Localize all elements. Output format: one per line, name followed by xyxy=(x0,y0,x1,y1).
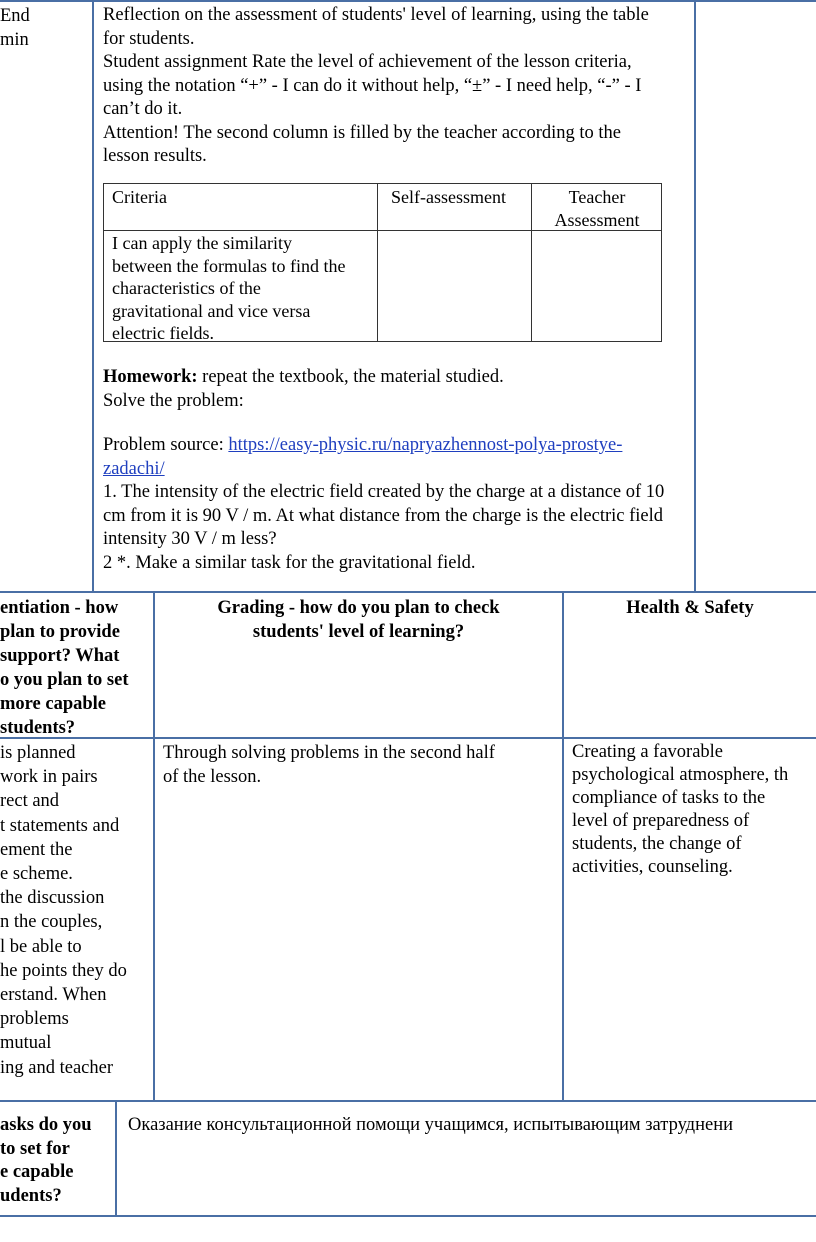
criteria-table-right xyxy=(661,183,662,342)
differentiation-header-line: students? xyxy=(0,718,76,738)
bottom-border xyxy=(0,1215,816,1217)
grading-header-line: Grading - how do you plan to check xyxy=(217,598,500,618)
task-line: 2 *. Make a similar task for the gravitational field. xyxy=(103,552,476,573)
col-divider-5 xyxy=(115,1100,117,1217)
reflection-line: Attention! The second column is filled by the teacher according to the xyxy=(103,122,622,143)
differentiation-header-line: more capable xyxy=(0,694,107,714)
task-line: 1. The intensity of the electric field created by the charge at a distance of 10 xyxy=(103,482,665,502)
homework-line xyxy=(103,366,504,390)
problem-source-link-cont[interactable]: zadachi/ xyxy=(103,458,165,479)
differentiation-line: erstand. When xyxy=(0,985,107,1006)
problem-source-section xyxy=(103,434,664,575)
grading-header xyxy=(155,596,562,644)
differentiation-line: n the couples, xyxy=(0,912,103,933)
top-left-line-1: End xyxy=(0,6,30,26)
differentiation-line: the discussion xyxy=(0,888,105,909)
problem-source-link-cont-line xyxy=(103,458,664,482)
top-left-line-2: min xyxy=(0,29,29,50)
reflection-line: using the notation “+” - I can do it without help, “±” - I need help, “-” - I xyxy=(103,75,642,96)
differentiation-body xyxy=(0,741,127,1080)
col-divider-3 xyxy=(153,591,155,1101)
criteria-table-top xyxy=(103,183,662,184)
top-left-cell xyxy=(0,5,30,52)
differentiation-line: problems xyxy=(0,1009,69,1030)
criteria-row-line: gravitational and vice versa xyxy=(112,300,311,321)
homework-label: Homework: xyxy=(103,367,198,387)
criteria-row-line: I can apply the similarity xyxy=(112,233,292,253)
problem-source-label: Problem source: xyxy=(103,435,229,455)
criteria-table xyxy=(103,183,662,342)
homework-section xyxy=(103,366,504,413)
differentiation-header xyxy=(0,596,129,740)
task-line: cm from it is 90 V / m. At what distance from the charge is the electric field xyxy=(103,505,663,526)
criteria-row-line: between the formulas to find the xyxy=(112,255,346,276)
differentiation-line: l be able to xyxy=(0,936,82,957)
teacher-header-line-2: Assessment xyxy=(554,209,640,230)
grading-line: Through solving problems in the second half xyxy=(163,743,495,763)
task-line: intensity 30 V / m less? xyxy=(103,529,277,549)
health-safety-body xyxy=(572,741,788,879)
criteria-table-col-2 xyxy=(531,183,532,342)
grading-body xyxy=(163,741,495,789)
grading-line: of the lesson. xyxy=(163,767,262,787)
differentiation-line: mutual xyxy=(0,1033,52,1054)
reflection-line: Reflection on the assessment of students' level of learning, using the table xyxy=(103,5,649,25)
grading-header-line: students' level of learning? xyxy=(252,622,465,642)
criteria-header: Criteria xyxy=(112,187,167,207)
tasks-header-line: asks do you xyxy=(0,1115,92,1135)
differentiation-header-line: o you plan to set xyxy=(0,670,129,690)
differentiation-line: he points they do xyxy=(0,960,127,981)
health-line: compliance of tasks to the xyxy=(572,788,766,808)
tasks-header-line: to set for xyxy=(0,1138,70,1159)
teacher-header-line-1: Teacher xyxy=(568,187,626,207)
differentiation-line: ement the xyxy=(0,839,73,860)
criteria-row-line: characteristics of the xyxy=(112,278,261,298)
criteria-table-col-1 xyxy=(377,183,378,342)
health-line: activities, counseling. xyxy=(572,857,733,877)
health-safety-header: Health & Safety xyxy=(626,598,754,618)
solve-problem-line: Solve the problem: xyxy=(103,390,244,411)
homework-text: repeat the textbook, the material studied. xyxy=(197,367,504,387)
health-line: level of preparedness of xyxy=(572,811,750,831)
teacher-assessment-header xyxy=(533,186,661,231)
differentiation-line: e scheme. xyxy=(0,864,73,885)
col-divider-2 xyxy=(694,0,696,592)
differentiation-line: work in pairs xyxy=(0,767,98,788)
health-line: students, the change of xyxy=(572,834,742,854)
col-divider-4 xyxy=(562,591,564,1101)
row-divider-1 xyxy=(0,591,816,593)
differentiation-header-line: support? What xyxy=(0,646,120,666)
differentiation-header-line: plan to provide xyxy=(0,622,120,642)
differentiation-line: ing and teacher xyxy=(0,1057,113,1078)
reflection-line: Student assignment Rate the level of achievement of the lesson criteria, xyxy=(103,52,632,72)
tasks-header-line: udents? xyxy=(0,1185,62,1206)
health-line: Creating a favorable xyxy=(572,742,724,762)
criteria-row-line: electric fields. xyxy=(112,323,214,343)
row-divider-3 xyxy=(0,1100,816,1102)
reflection-line: can’t do it. xyxy=(103,99,183,119)
differentiation-line: is planned xyxy=(0,743,76,763)
problem-source-link[interactable]: https://easy-physic.ru/napryazhennost-polya-prostye- xyxy=(228,435,623,455)
problem-source-line xyxy=(103,434,664,458)
tasks-header-line: e capable xyxy=(0,1162,74,1182)
criteria-row-text xyxy=(112,232,345,345)
reflection-line: lesson results. xyxy=(103,146,207,166)
differentiation-header-line: entiation - how xyxy=(0,598,119,618)
col-divider-1 xyxy=(92,0,94,592)
criteria-table-left xyxy=(103,183,104,342)
differentiation-line: rect and xyxy=(0,791,60,812)
tasks-body: Оказание консультационной помощи учащимся, испытывающим затруднени xyxy=(128,1115,733,1135)
tasks-header xyxy=(0,1114,92,1208)
self-assessment-header: Self-assessment xyxy=(391,187,506,207)
differentiation-line: t statements and xyxy=(0,815,120,836)
health-line: psychological atmosphere, th xyxy=(572,765,789,785)
reflection-text xyxy=(103,4,649,169)
reflection-line: for students. xyxy=(103,28,195,49)
